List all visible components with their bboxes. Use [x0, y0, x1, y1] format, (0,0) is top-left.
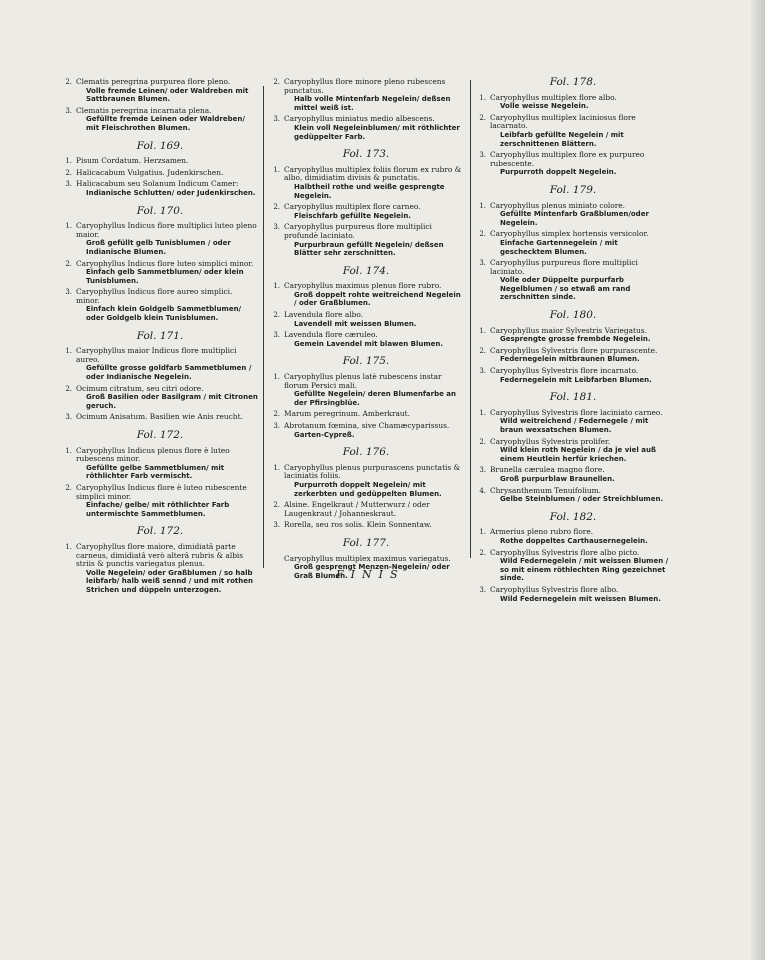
latin-name: Caryophyllus miniatus medio albescens. — [284, 114, 435, 124]
entry-number: 1. — [273, 165, 280, 174]
index-entry — [273, 421, 462, 439]
entry-number: 1. — [479, 201, 486, 210]
latin-name: Marum peregrinum. Amberkraut. — [284, 409, 410, 419]
index-entry — [65, 412, 258, 422]
german-name: Garten-Cypreß. — [294, 430, 355, 439]
entry-number: 3. — [65, 106, 72, 115]
latin-name: Caryophyllus Indicus flore luteo simplici minor. — [76, 258, 254, 268]
index-entry — [65, 105, 258, 133]
index-entry — [273, 310, 462, 328]
latin-name: Halicacabum seu Solanum Indicum Camer: — [76, 179, 239, 189]
latin-name: Caryophyllus Indicus flore è luteo rubescente simplici minor. — [76, 482, 247, 501]
latin-name: Caryophyllus Indicus plenus flore è luteo rubescens minor. — [76, 445, 230, 464]
entry-number: 3. — [65, 180, 72, 189]
index-entry — [479, 150, 670, 177]
index-entry — [273, 330, 462, 348]
entry-number: 3. — [479, 466, 486, 475]
folio-heading: Fol. 180. — [549, 309, 597, 322]
index-entry — [65, 287, 258, 323]
folio-heading: Fol. 178. — [549, 76, 597, 88]
german-name: Halbtheil rothe und weiße gesprengte Negelein. — [294, 182, 445, 200]
german-name: Groß gesprengt Menzen-Negelein/ oder Graß Blumen. — [294, 563, 450, 580]
entry-number: 2. — [479, 346, 486, 355]
index-entry — [479, 465, 670, 483]
index-column-1 — [62, 78, 258, 598]
index-entry — [273, 372, 462, 407]
folio-heading: Fol. 170. — [136, 204, 184, 217]
entry-number: 2. — [65, 483, 72, 492]
german-name: Purpurroth doppelt Negelein/ mit zerkerbten und gedüppelten Blumen. — [294, 480, 442, 498]
latin-name: Caryophyllus maior Indicus flore multiplici aureo. — [76, 346, 237, 364]
index-entry — [479, 200, 670, 228]
entry-number: 3. — [273, 521, 280, 530]
entry-number: 3. — [65, 413, 72, 422]
latin-name: Ocimum Anisatum. Basilien wie Anis reucht. — [76, 412, 243, 422]
latin-name: Abrotanum fœmina, sive Chamæcyparissus. — [284, 421, 450, 430]
german-name: Purpurbraun gefüllt Negelein/ deßsen Blätter sehr zerschnitten. — [294, 240, 444, 258]
folio-heading: Fol. 179. — [549, 183, 597, 196]
latin-name: Caryophyllus Sylvestris flore albo. — [490, 584, 619, 594]
german-name: Wild Federnegelein / mit weissen Blumen / so mit einem röthlechten Ring gezeichnet sinde. — [500, 557, 669, 583]
column-divider-left — [263, 86, 264, 568]
entry-number: 2. — [273, 410, 280, 419]
german-name: Fleischfarb gefüllte Negelein. — [294, 211, 411, 220]
latin-name: Caryophyllus Sylvestris flore purpurascente. — [490, 345, 658, 355]
german-name: Groß gefüllt gelb Tunisblumen / oder Indianische Blumen. — [86, 239, 231, 256]
entry-number: 1. — [65, 347, 72, 356]
index-entry — [273, 77, 462, 112]
entry-number: 1. — [65, 157, 72, 166]
entry-number: 3. — [479, 585, 486, 594]
index-entry — [273, 114, 462, 141]
german-name: Gefüllte gelbe Sammetblumen/ mit röthlichter Farb vermischt. — [86, 463, 225, 481]
index-entry — [273, 222, 462, 258]
index-entry — [65, 383, 258, 411]
german-name: Klein voll Negeleinblumen/ mit röthlichter gedüppelter Farb. — [294, 123, 460, 141]
latin-name: Alsine. Engelkraut / Mutterwurz / oder Laugenkraut / Johanneskraut. — [284, 500, 430, 518]
latin-name: Halicacabum Vulgatius. Judenkirschen. — [76, 167, 224, 177]
german-name: Einfache Gartennegelein / mit geschecktem Blumen. — [500, 238, 618, 256]
index-entry — [65, 167, 258, 178]
index-entry — [65, 179, 258, 197]
german-name: Gefüllte Negelein/ deren Blumenfarbe an der Pfirsingblüe. — [294, 390, 456, 407]
entry-number: 2. — [479, 230, 486, 239]
entry-number: 1. — [65, 542, 72, 551]
index-entry — [65, 445, 258, 481]
index-entry — [479, 345, 670, 364]
folio-heading: Fol. 176. — [342, 446, 390, 459]
index-entry — [479, 366, 670, 384]
german-name: Gefüllte grosse goldfarb Sammetblumen / oder Indianische Negelein. — [86, 364, 252, 382]
entry-number: 1. — [273, 373, 280, 382]
index-entry — [479, 92, 670, 111]
german-name: Wild klein roth Negelein / da je viel auß einem Heutlein herfür kriechen. — [500, 446, 656, 463]
german-name: Wild Federnegelein mit weissen Blumen. — [500, 594, 661, 603]
german-name: Groß doppelt rohte weitreichend Negelein / oder Graßblumen. — [294, 290, 461, 308]
latin-name: Caryophyllus maximus plenus flore rubro. — [284, 281, 442, 291]
german-name: Wild weitreichend / Federnegele / mit braun wexsatschen Blumen. — [500, 417, 649, 434]
folio-heading: Fol. 172. — [136, 429, 184, 441]
index-entry — [273, 520, 462, 530]
index-entry — [479, 547, 670, 583]
column-divider-right — [470, 80, 471, 558]
entry-number: 2. — [273, 203, 280, 212]
index-entry — [273, 164, 462, 200]
latin-name: Caryophyllus Sylvestris flore laciniato carneo. — [490, 407, 663, 417]
index-entry — [479, 112, 670, 148]
latin-name: Caryophyllus multiplex laciniosus flore lacarnato. — [490, 112, 636, 131]
german-name: Gefüllte Mintenfarb Graßblumen/oder Negelein. — [500, 210, 649, 227]
folio-heading: Fol. 175. — [342, 355, 390, 368]
entry-number: 3. — [65, 288, 72, 297]
latin-name: Lavendula flore albo. — [284, 310, 364, 320]
entry-number: 1. — [65, 446, 72, 455]
folio-heading: Fol. 169. — [136, 139, 184, 152]
entry-number: 2. — [65, 78, 72, 86]
german-name: Gemein Lavendel mit blawen Blumen. — [294, 339, 444, 348]
latin-name: Caryophyllus purpureus flore multiplici profundè laciniato. — [284, 222, 432, 240]
entry-number: 3. — [479, 367, 486, 376]
index-entry — [273, 281, 462, 308]
latin-name: Clematis peregrina incarnata plena. — [76, 105, 212, 115]
folio-heading: Fol. 181. — [549, 391, 597, 404]
entry-number: 1. — [273, 282, 280, 291]
german-name: Volle fremde Leinen/ oder Waldreben mit Sattbraunen Blumen. — [86, 86, 249, 104]
folio-heading: Fol. 177. — [342, 536, 390, 549]
entry-number: 3. — [273, 331, 280, 340]
entry-number: 3. — [479, 151, 486, 160]
folio-heading: Fol. 172. — [136, 525, 184, 538]
latin-name: Caryophyllus Sylvestris flore incarnato. — [490, 366, 639, 376]
entry-number: 2. — [479, 113, 486, 122]
index-entry — [65, 258, 258, 286]
latin-name: Pisum Cordatum. Herzsamen. — [76, 156, 189, 166]
entry-number: 3. — [273, 422, 280, 430]
entry-number: 1. — [479, 93, 486, 102]
latin-name: Caryophyllus multiplex flore ex purpureo rubescente. — [490, 150, 645, 168]
index-entry — [479, 258, 670, 302]
entry-number: 2. — [273, 501, 280, 510]
entry-number: 3. — [273, 223, 280, 232]
folio-heading: Fol. 174. — [342, 264, 390, 277]
index-entry — [273, 409, 462, 419]
entry-number: 3. — [273, 115, 280, 124]
index-entry — [273, 500, 462, 518]
latin-name: Clematis peregrina purpurea flore pleno. — [76, 77, 231, 86]
german-name: Indianische Schlutten/ oder Judenkirschen. — [86, 188, 256, 197]
entry-number: 1. — [479, 326, 486, 335]
latin-name: Caryophyllus simplex hortensis versicolor. — [490, 229, 649, 239]
german-name: Gefüllte fremde Leinen oder Waldreben/ mit Fleischrothen Blumen. — [86, 115, 245, 132]
german-name: Gelbe Steinblumen / oder Streichblumen. — [500, 495, 664, 504]
entry-number: 3. — [479, 259, 486, 268]
german-name: Gesprengte grosse frembde Negelein. — [500, 335, 651, 344]
german-name: Leibfarb gefüllte Negelein / mit zerschnittenen Blättern. — [500, 130, 624, 148]
entry-number: 1. — [273, 463, 280, 472]
latin-name: Caryophyllus plenus latè rubescens instar florum Persici mali. — [284, 372, 442, 390]
index-entry — [65, 346, 258, 382]
latin-name: Caryophyllus maior Sylvestris Variegatus. — [490, 325, 647, 335]
index-column-3 — [476, 78, 670, 606]
entry-number: 2. — [65, 259, 72, 268]
german-name: Federnegelein mit Leibfarben Blumen. — [500, 375, 652, 384]
latin-name: Armerius pleno rubro flore. — [490, 527, 594, 537]
index-entry — [65, 221, 258, 256]
index-entry — [65, 77, 258, 104]
folio-heading: Fol. 171. — [136, 329, 184, 342]
entry-number: 2. — [65, 384, 72, 393]
latin-name: Lavendula flore cæruleo. — [284, 330, 378, 340]
index-entry — [65, 482, 258, 518]
index-entry — [479, 485, 670, 504]
latin-name: Caryophyllus multiplex maximus variegatus. — [284, 553, 451, 563]
german-name: Purpurroth doppelt Negelein. — [500, 168, 617, 177]
index-entry — [65, 156, 258, 166]
latin-name: Rorella, seu ros solis. Klein Sonnentaw. — [284, 520, 432, 530]
index-entry — [479, 407, 670, 435]
index-entry — [273, 462, 462, 498]
german-name: Einfach gelb Sammetblumen/ oder klein Tunisblumen. — [86, 268, 244, 285]
latin-name: Ocimum citratum, seu citri odore. — [76, 383, 204, 393]
entry-number: 1. — [479, 528, 486, 537]
latin-name: Caryophyllus Indicus flore multiplici luteo pleno maior. — [76, 221, 257, 239]
german-name: Federnegelein mitbraunen Blumen. — [500, 355, 640, 364]
latin-name: Caryophyllus Sylvestris flore albo picto. — [490, 547, 640, 557]
folio-heading: Fol. 182. — [549, 510, 597, 523]
entry-number: 2. — [65, 168, 72, 177]
latin-name: Caryophyllus multiplex foliis florum ex rubro & albo, dimidiatim divisis & punctatis. — [284, 164, 462, 183]
german-name: Volle Negelein/ oder Graßblumen / so halb leibfarb/ halb weiß sennd / und mit rothen Strichen und düppeln unterzogen. — [86, 568, 253, 594]
entry-number: 1. — [479, 408, 486, 417]
latin-name: Caryophyllus plenus miniato colore. — [490, 200, 625, 210]
index-entry — [479, 527, 670, 545]
german-name: Halb volle Mintenfarb Negelein/ deßsen mittel weiß ist. — [294, 95, 451, 112]
latin-name: Caryophyllus flore minore pleno rubescens punctatus. — [284, 77, 446, 95]
folio-heading: Fol. 173. — [342, 148, 390, 161]
german-name: Rothe doppeltes Carthausernegelein. — [500, 536, 648, 545]
german-name: Groß Basilien oder Basilgram / mit Citronen geruch. — [86, 393, 258, 410]
german-name: Lavendell mit weissen Blumen. — [294, 319, 417, 328]
german-name: Volle weisse Negelein. — [500, 102, 589, 111]
latin-name: Caryophyllus purpureus flore multiplici laciniato. — [490, 258, 638, 276]
latin-name: Caryophyllus plenus purpurascens punctatis & laciniatis foliis. — [284, 462, 461, 481]
entry-number: 4. — [479, 486, 486, 495]
latin-name: Chrysanthemum Tenuifolium. — [490, 485, 601, 495]
finis-text: FINIS — [336, 568, 405, 581]
latin-name: Caryophyllus multiplex flore albo. — [490, 92, 617, 102]
index-entry — [273, 202, 462, 220]
latin-name: Caryophyllus flore maiore, dimidiatâ parte carneus, dimidiatâ verò alterâ rubris & albis striis & punctis variegatus plenus. — [76, 541, 244, 569]
entry-number: 2. — [479, 548, 486, 557]
entry-number: 2. — [479, 437, 486, 446]
entry-number: 2. — [273, 78, 280, 86]
german-name: Einfach klein Goldgelb Sammetblumen/ oder Goldgelb klein Tunisblumen. — [86, 305, 242, 323]
latin-name: Brunella cærulea magno flore. — [490, 465, 605, 475]
index-entry — [479, 584, 670, 603]
german-name: Einfache/ gelbe/ mit röthlichter Farb untermischte Sammetblumen. — [86, 501, 230, 518]
latin-name: Caryophyllus Sylvestris prolifer. — [490, 436, 611, 446]
german-name: Volle oder Düppelte purpurfarb Negelblumen / so etwaß am rand zerschnitten sinde. — [500, 276, 631, 302]
index-entry — [479, 325, 670, 344]
entry-number: 2. — [273, 311, 280, 320]
index-entry — [479, 229, 670, 256]
index-entry — [479, 436, 670, 464]
latin-name: Caryophyllus Indicus flore aureo simplici. minor. — [76, 287, 233, 305]
entry-number: 1. — [65, 222, 72, 231]
latin-name: Caryophyllus multiplex flore carneo. — [284, 202, 421, 212]
index-entry — [65, 541, 258, 595]
index-column-2 — [270, 78, 462, 583]
german-name: Groß purpurblaw Braunellen. — [500, 474, 615, 483]
